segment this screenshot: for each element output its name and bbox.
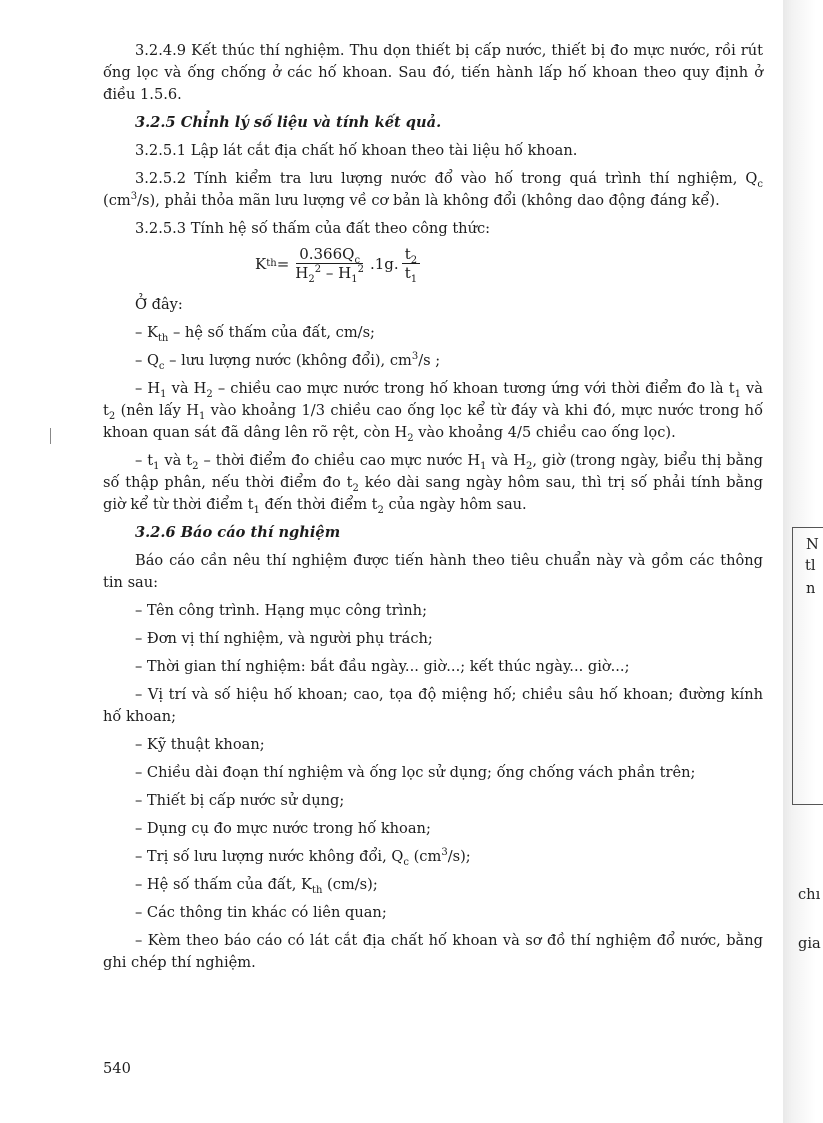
def-qc: – $Q_c$ – lưu lượng nước (không đổi), $cm^3/s$ ; [135, 351, 441, 372]
list-item-attachments: – Kèm theo báo cáo có lát cắt địa chất hố khoan và sơ đồ thí nghiệm đổ nước, bằng ghi chép thí nghiệm. [103, 932, 763, 971]
list-item: – Tên công trình. Hạng mục công trình; [135, 602, 427, 619]
edge-text: N [806, 536, 819, 553]
margin-mark [50, 428, 51, 444]
edge-text: gia [798, 935, 821, 952]
paragraph-3-2-4-9: 3.2.4.9 Kết thúc thí nghiệm. Thu dọn thiết bị cấp nước, thiết bị đo mực nước, rồi rút ống lọc và ống chống ở các hố khoan. Sau đó, tiến hành lấp hố khoan theo quy định ở điều 1.5.6. [103, 42, 763, 103]
def-t1-t2: – $t_1$ và $t_2$ – thời điểm đo chiều cao mực nước $H_1$ và $H_2$, giờ (trong ngày, biểu thị bằng số thập phân, nếu thời điểm đo $t_2$ kéo dài sang ngày hôm sau, thì trị số phải tính bằng giờ kể từ thời điểm $t_1$ đến thời điểm $t_2$ của ngày hôm sau. [103, 452, 763, 516]
paragraph-3-2-6-intro: Báo cáo cần nêu thí nghiệm được tiến hành theo tiêu chuẩn này và gồm các thông tin sau: [103, 552, 763, 591]
edge-text: n [806, 580, 816, 597]
paragraph-3-2-5-3: 3.2.5.3 Tính hệ số thấm của đất theo công thức: [135, 220, 491, 237]
page-content [103, 40, 763, 980]
list-item: – Kỹ thuật khoan; [135, 736, 265, 753]
list-item: – Vị trí và số hiệu hố khoan; cao, tọa độ miệng hố; chiều sâu hố khoan; đường kính hố khoan; [103, 686, 763, 725]
edge-text: tl [805, 557, 816, 574]
list-item: – Thiết bị cấp nước sử dụng; [135, 792, 345, 809]
def-h1-h2: – $H_1$ và $H_2$ – chiều cao mực nước trong hố khoan tương ứng với thời điểm đo là $t_1$ và $t_2$ (nên lấy $H_1$ vào khoảng 1/3 chiều cao ống lọc kể từ đáy và khi đó, mực nước trong hố khoan quan sát đã dâng lên rõ rệt, còn $H_2$ vào khoảng 4/5 chiều cao ống lọc). [103, 380, 764, 444]
formula-fraction-1: $\frac{0.366Q_c}{H_2^2 - H_1^2}$ [295, 245, 364, 285]
permeability-formula: K th = $\frac{0.366Q_c}{H_2^2 - H_1^2}$ .1g. $\frac{t_2}{t_1}$ [255, 242, 763, 286]
list-item-flow-rate: – Trị số lưu lượng nước không đổi, $Q_c$ $(cm^3/s)$; [135, 847, 471, 868]
list-item-other-info: – Các thông tin khác có liên quan; [135, 904, 387, 921]
edge-text: chı [798, 886, 821, 903]
paragraph-3-2-5-1: 3.2.5.1 Lập lát cắt địa chất hố khoan theo tài liệu hố khoan. [135, 142, 578, 159]
formula-fraction-2: $\frac{t_2}{t_1}$ [402, 245, 420, 283]
section-heading-3-2-6: 3.2.6 Báo cáo thí nghiệm [135, 524, 341, 541]
where-label: Ở đây: [135, 296, 183, 313]
paragraph-3-2-5-2: 3.2.5.2 Tính kiểm tra lưu lượng nước đổ vào hố trong quá trình thí nghiệm, $Q_c$ $(cm^3/s)$, phải thỏa mãn lưu lượng về cơ bản là không đổi (không dao động đáng kể). [103, 170, 763, 209]
page-number: 540 [103, 1060, 131, 1077]
def-kth: – $K_{th}$ – hệ số thấm của đất, cm/s; [135, 324, 375, 344]
list-item: – Dụng cụ đo mực nước trong hố khoan; [135, 820, 431, 837]
list-item-permeability: – Hệ số thấm của đất, $K_{th}$ (cm/s); [135, 876, 378, 896]
list-item: – Đơn vị thí nghiệm, và người phụ trách; [135, 630, 433, 647]
section-heading-3-2-5: 3.2.5 Chỉnh lý số liệu và tính kết quả. [135, 114, 442, 131]
list-item: – Chiều dài đoạn thí nghiệm và ống lọc sử dụng; ống chống vách phần trên; [135, 764, 696, 781]
list-item: – Thời gian thí nghiệm: bắt đầu ngày... giờ...; kết thúc ngày... giờ...; [135, 658, 630, 675]
